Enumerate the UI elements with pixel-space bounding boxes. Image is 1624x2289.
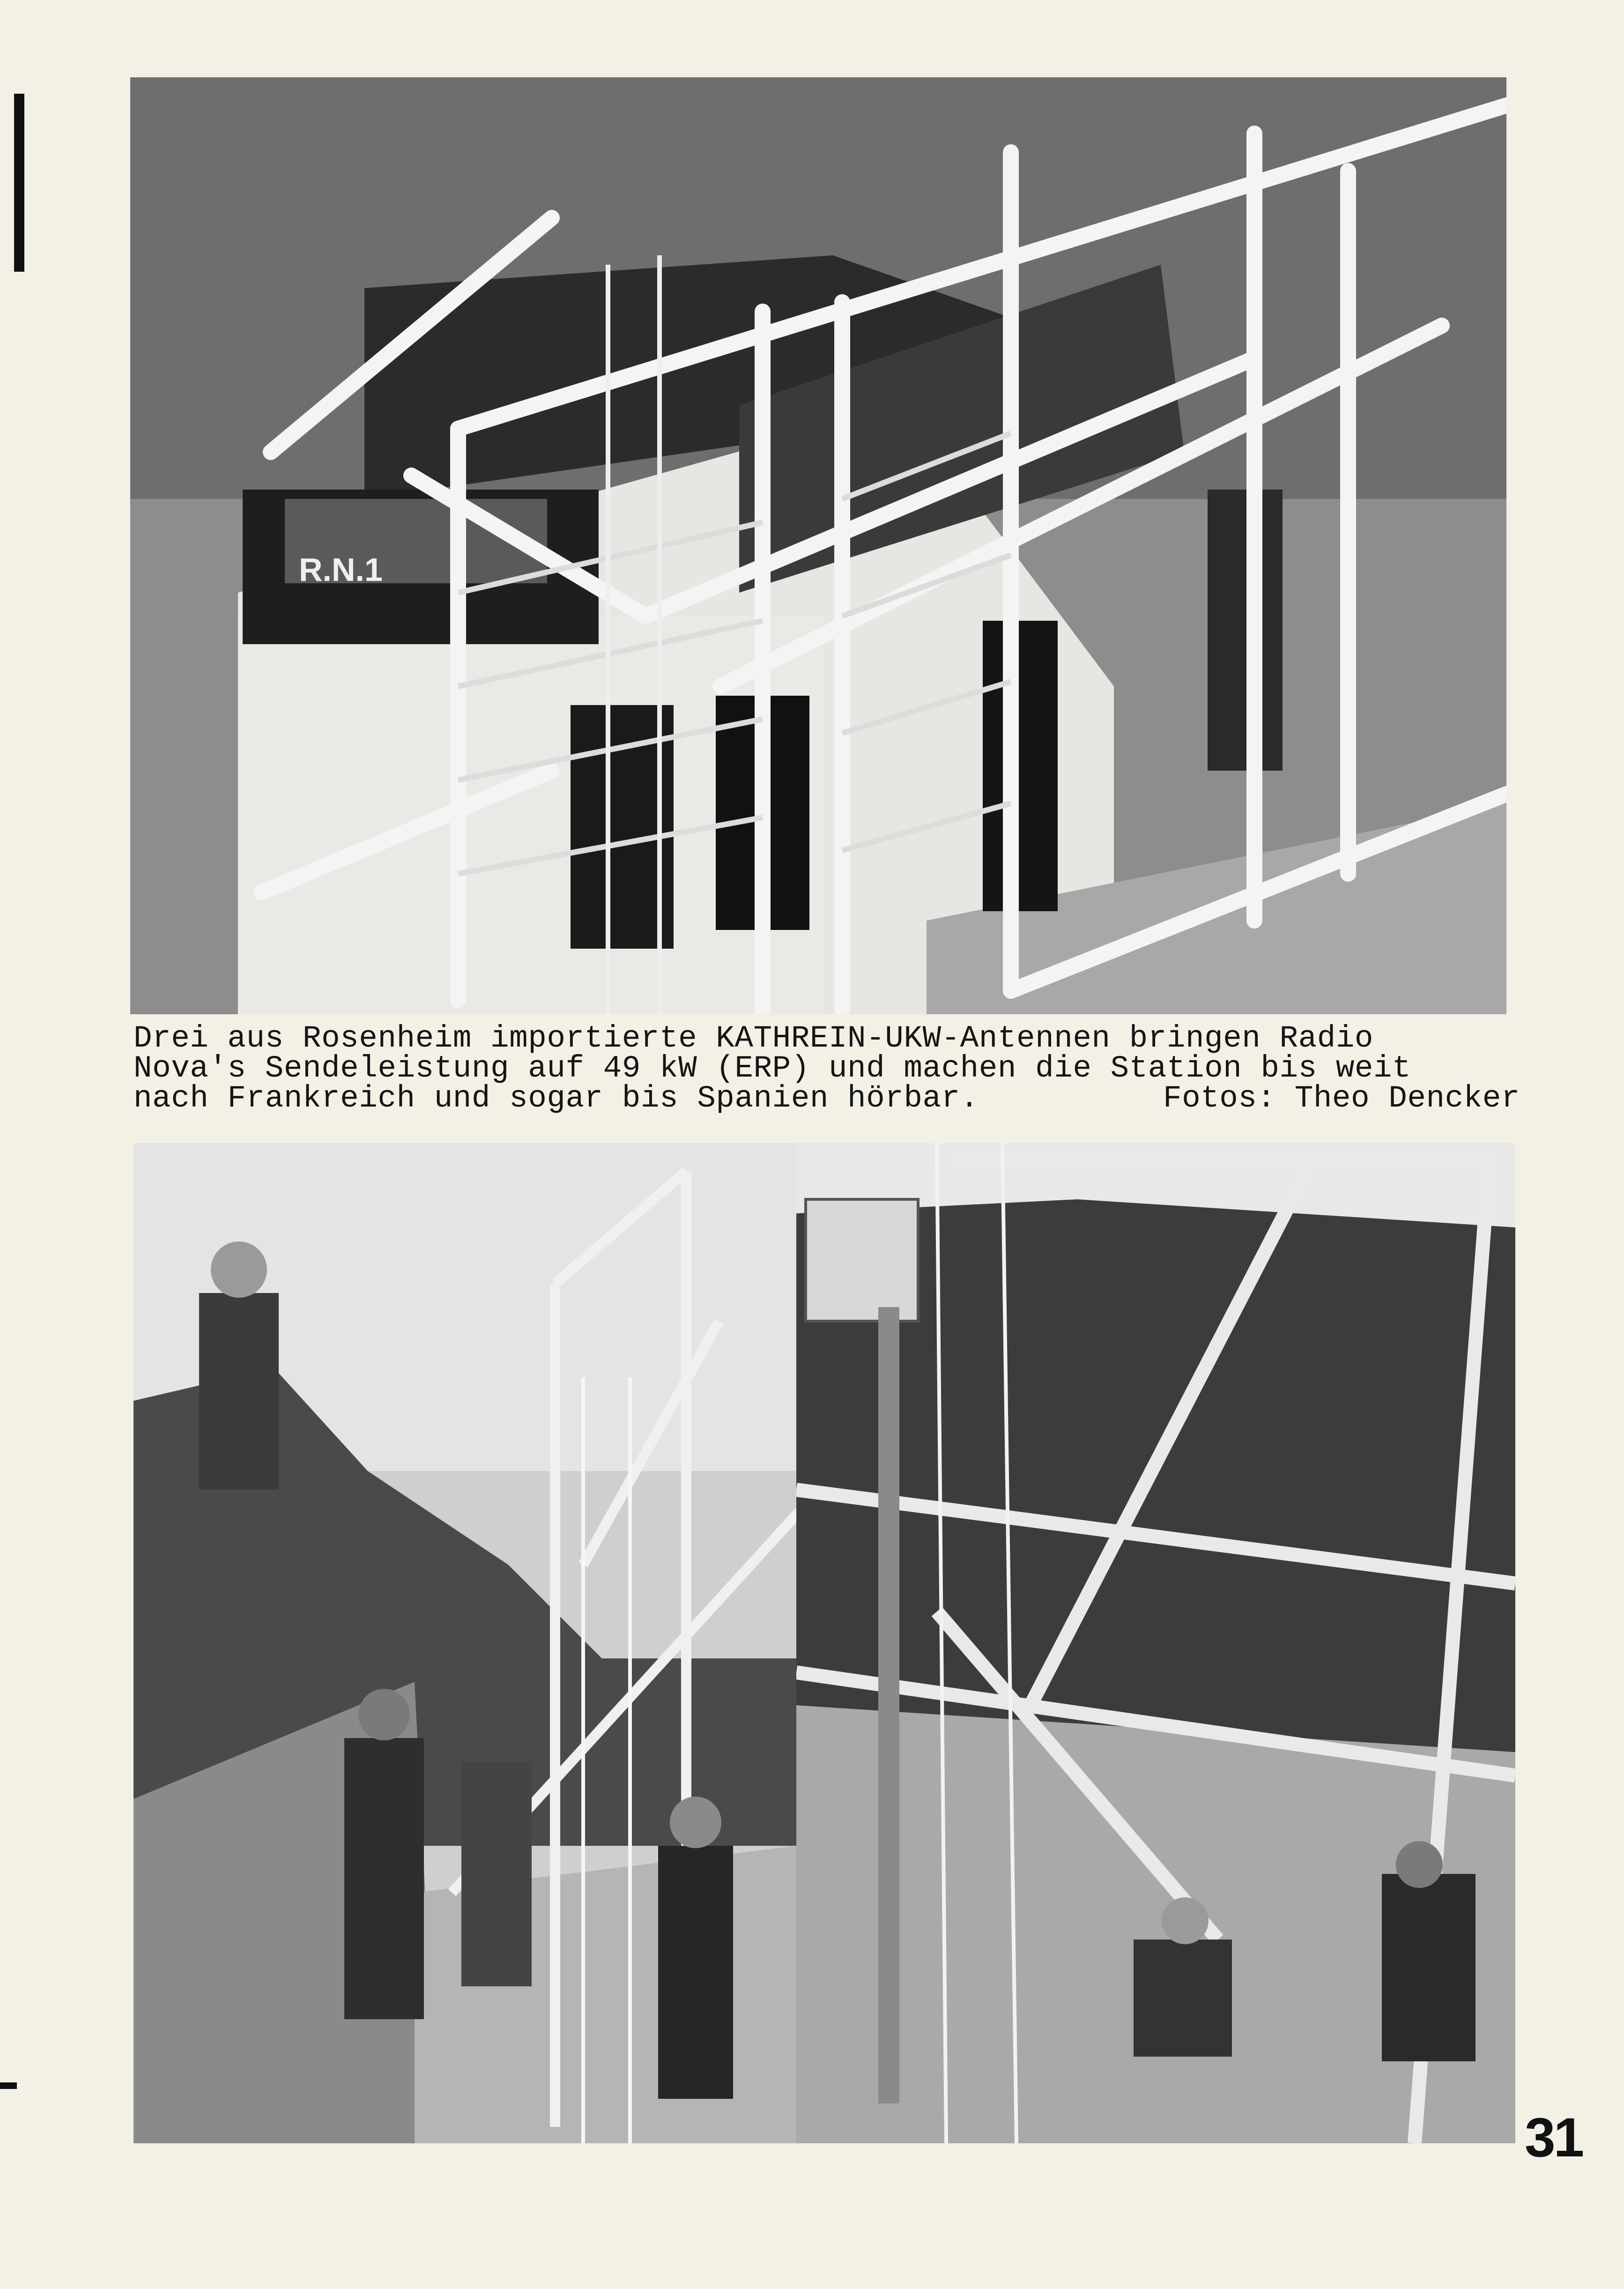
photo-workers-assembling bbox=[133, 1143, 796, 2143]
photo-bottom-left-illustration bbox=[133, 1143, 796, 2143]
page-number: 31 bbox=[1525, 2107, 1583, 2169]
scan-mark-top bbox=[14, 94, 24, 272]
photo-caption bbox=[133, 1021, 1520, 1116]
photo-credit: Fotos: Theo Dencker bbox=[1163, 1081, 1520, 1116]
scan-mark-bottom bbox=[0, 2082, 17, 2089]
balcony-sign: R.N.1 bbox=[299, 551, 383, 588]
caption-line-3-text: nach Frankreich und sogar bis Spanien hörbar. bbox=[133, 1081, 979, 1116]
caption-line-3 bbox=[133, 1081, 1520, 1116]
photo-bottom-right-illustration bbox=[796, 1143, 1515, 2143]
photo-antenna-array-house bbox=[130, 77, 1506, 1014]
caption-line-2: Nova's Sendeleistung auf 49 kW (ERP) und machen die Station bis weit bbox=[133, 1051, 1411, 1086]
photo-top-illustration bbox=[130, 77, 1506, 1014]
caption-line-1: Drei aus Rosenheim importierte KATHREIN-UKW-Antennen bringen Radio bbox=[133, 1021, 1374, 1056]
photo-antenna-hillside bbox=[796, 1143, 1515, 2143]
